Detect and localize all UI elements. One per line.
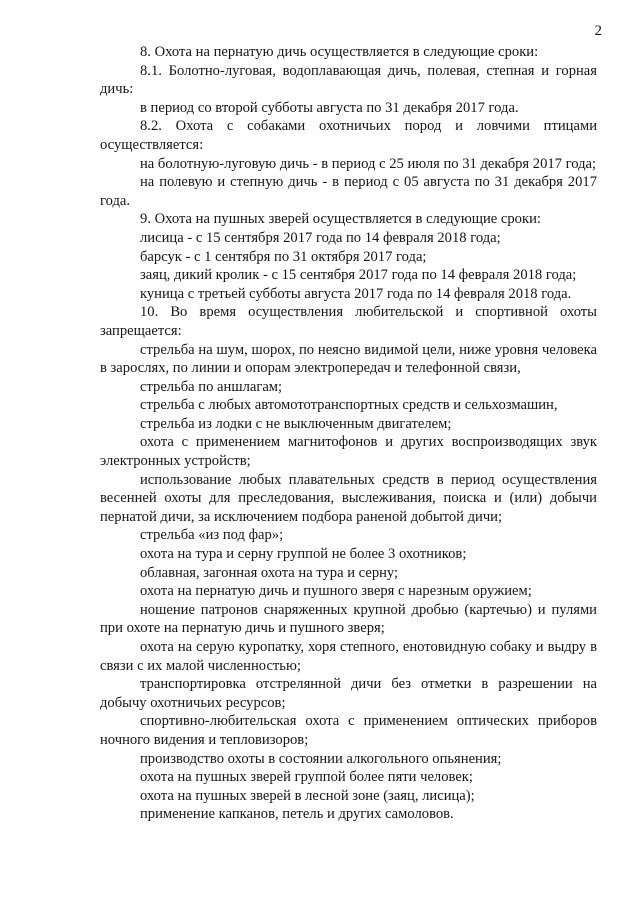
paragraph: облавная, загонная охота на тура и серну; (140, 564, 399, 581)
paragraph: использование любых плавательных средств в период осуществления весенней охоты для преследования, выслеживания, поиска и (или) добычи пернатой дичи, за исключением подбора раненой добытой дичи; (100, 471, 597, 525)
paragraph: 10. Во время осуществления любительской и спортивной охоты запрещается: (100, 304, 597, 339)
paragraph: стрельба на шум, шорох, по неясно видимой цели, ниже уровня человека в зарослях, по линии и опорам электропередач и телефонной связи, (100, 341, 597, 377)
paragraph: 9. Охота на пушных зверей осуществляется в следующие сроки: (140, 211, 541, 228)
paragraph: заяц, дикий кролик - с 15 сентября 2017 года по 14 февраля 2018 года; (140, 267, 577, 284)
paragraph: ношение патронов снаряженных крупной дробью (картечью) и пулями при охоте на пернатую дичь и пушного зверя; (100, 601, 597, 637)
paragraph: стрельба «из под фар»; (140, 527, 284, 544)
paragraph: охота на пушных зверей в лесной зоне (заяц, лисица); (140, 787, 475, 804)
paragraph: охота на тура и серну группой не более 3 охотников; (140, 546, 467, 563)
paragraph: стрельба с любых автомототранспортных средств и сельхозмашин, (140, 397, 558, 414)
paragraph: спортивно-любительская охота с применением оптических приборов ночного видения и тепловизоров; (100, 713, 597, 748)
paragraph: барсук - с 1 сентября по 31 октября 2017 года; (140, 248, 427, 265)
paragraph: применение капканов, петель и других самоловов. (140, 806, 454, 823)
paragraph: 8.2. Охота с собаками охотничьих пород и ловчими птицами осуществляется: (100, 118, 597, 153)
paragraph: 8.1. Болотно-луговая, водоплавающая дичь, полевая, степная и горная дичь: (100, 62, 597, 98)
paragraph: охота на пушных зверей группой более пяти человек; (140, 769, 473, 786)
paragraph: в период со второй субботы августа по 31 декабря 2017 года. (140, 99, 519, 116)
paragraph: охота на серую куропатку, хоря степного, енотовидную собаку и выдру в связи с их малой численностью; (100, 639, 597, 674)
paragraph: транспортировка отстрелянной дичи без отметки в разрешении на добычу охотничьих ресурсов; (100, 676, 597, 711)
page-number: 2 (594, 23, 602, 39)
document-body (100, 43, 597, 824)
paragraph: охота на пернатую дичь и пушного зверя с нарезным оружием; (140, 583, 532, 600)
paragraph: стрельба по аншлагам; (140, 378, 283, 395)
paragraph: куница с третьей субботы августа 2017 года по 14 февраля 2018 года. (140, 285, 572, 302)
paragraph: охота с применением магнитофонов и других воспроизводящих звук электронных устройств; (100, 434, 597, 470)
paragraph: стрельба из лодки с не выключенным двигателем; (140, 415, 452, 432)
paragraph: на болотную-луговую дичь - в период с 25 июля по 31 декабря 2017 года; (140, 155, 597, 172)
paragraph: на полевую и степную дичь - в период с 05 августа по 31 декабря 2017 года. (100, 174, 597, 209)
paragraph: лисица - с 15 сентября 2017 года по 14 февраля 2018 года; (140, 229, 501, 246)
paragraph: производство охоты в состоянии алкогольного опьянения; (140, 750, 502, 767)
paragraph: 8. Охота на пернатую дичь осуществляется в следующие сроки: (140, 44, 539, 60)
